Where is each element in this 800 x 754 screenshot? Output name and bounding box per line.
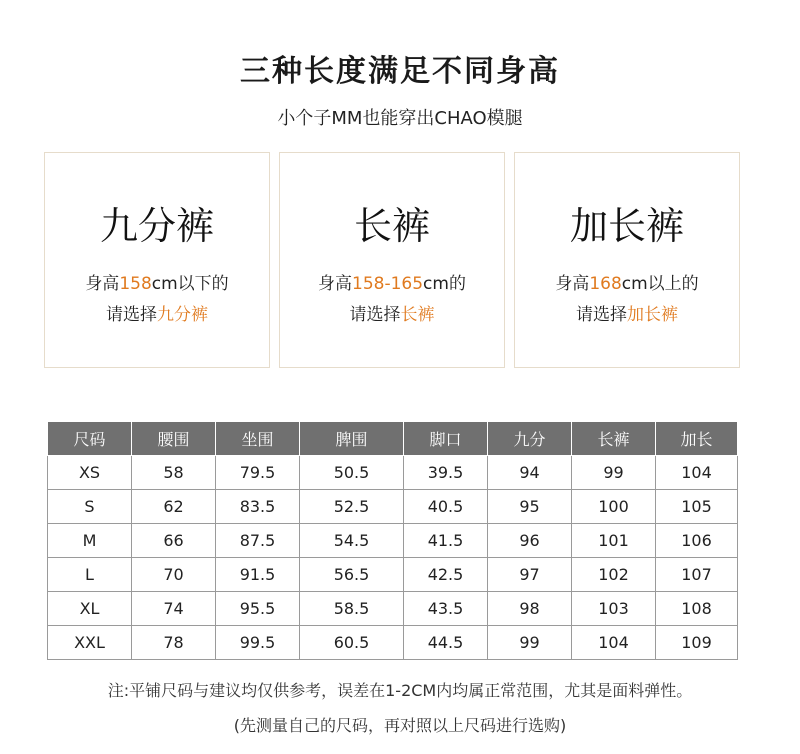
table-cell: 41.5 (404, 524, 488, 558)
table-cell: 79.5 (216, 456, 300, 490)
length-card-long (279, 152, 505, 368)
table-cell: 60.5 (300, 626, 404, 660)
page-subtitle: 小个子MM也能穿出CHAO模腿 (277, 108, 523, 129)
card-height-line: 身高158-165cm的 (318, 274, 466, 294)
table-cell: 87.5 (216, 524, 300, 558)
table-row (48, 592, 738, 626)
table-cell: 43.5 (404, 592, 488, 626)
card-choose-line: 请选择加长裤 (576, 305, 678, 325)
table-cell: 94 (488, 456, 572, 490)
table-cell: 108 (656, 592, 738, 626)
table-cell: 99 (488, 626, 572, 660)
table-cell: 62 (132, 490, 216, 524)
length-card-extra-long (514, 152, 740, 368)
table-cell: 78 (132, 626, 216, 660)
table-row (48, 490, 738, 524)
table-cell: 39.5 (404, 456, 488, 490)
table-cell: 95 (488, 490, 572, 524)
card-choose-line: 请选择长裤 (349, 305, 435, 325)
page-title: 三种长度满足不同身高 (240, 54, 560, 89)
column-header: 九分 (488, 422, 572, 456)
table-cell: 58 (132, 456, 216, 490)
table-cell: 50.5 (300, 456, 404, 490)
column-header: 长裤 (572, 422, 656, 456)
table-cell: XS (48, 456, 132, 490)
table-cell: S (48, 490, 132, 524)
table-cell: 44.5 (404, 626, 488, 660)
table-cell: 66 (132, 524, 216, 558)
table-cell: 52.5 (300, 490, 404, 524)
table-cell: 83.5 (216, 490, 300, 524)
table-cell: L (48, 558, 132, 592)
table-header-row (48, 422, 738, 456)
table-cell: 109 (656, 626, 738, 660)
table-cell: M (48, 524, 132, 558)
column-header: 脾围 (300, 422, 404, 456)
table-row (48, 558, 738, 592)
table-cell: 102 (572, 558, 656, 592)
table-cell: 70 (132, 558, 216, 592)
table-cell: 42.5 (404, 558, 488, 592)
column-header: 脚口 (404, 422, 488, 456)
table-cell: 104 (656, 456, 738, 490)
card-title: 九分裤 (99, 204, 214, 248)
table-cell: 56.5 (300, 558, 404, 592)
size-table (47, 421, 738, 660)
column-header: 腰围 (132, 422, 216, 456)
table-cell: 96 (488, 524, 572, 558)
table-row (48, 456, 738, 490)
table-cell: 103 (572, 592, 656, 626)
table-cell: 74 (132, 592, 216, 626)
table-cell: 95.5 (216, 592, 300, 626)
card-title: 长裤 (353, 204, 430, 248)
table-cell: 54.5 (300, 524, 404, 558)
table-cell: 91.5 (216, 558, 300, 592)
table-cell: 97 (488, 558, 572, 592)
table-row (48, 626, 738, 660)
table-cell: 107 (656, 558, 738, 592)
table-cell: 40.5 (404, 490, 488, 524)
table-cell: 104 (572, 626, 656, 660)
card-title: 加长裤 (569, 204, 684, 248)
table-cell: 100 (572, 490, 656, 524)
column-header: 加长 (656, 422, 738, 456)
column-header: 坐围 (216, 422, 300, 456)
table-cell: 99.5 (216, 626, 300, 660)
table-cell: 98 (488, 592, 572, 626)
measure-tip-note: (先测量自己的尺码，再对照以上尺码进行选购) (233, 716, 567, 735)
table-cell: XXL (48, 626, 132, 660)
table-cell: 105 (656, 490, 738, 524)
column-header: 尺码 (48, 422, 132, 456)
table-cell: 106 (656, 524, 738, 558)
length-card-cropped (44, 152, 270, 368)
table-cell: 99 (572, 456, 656, 490)
card-height-line: 身高168cm以上的 (555, 274, 699, 294)
disclaimer-note: 注:平铺尺码与建议均仅供参考，误差在1-2CM内均属正常范围，尤其是面料弹性。 (107, 681, 693, 700)
table-cell: XL (48, 592, 132, 626)
table-row (48, 524, 738, 558)
table-cell: 101 (572, 524, 656, 558)
table-cell: 58.5 (300, 592, 404, 626)
card-height-line: 身高158cm以下的 (85, 274, 229, 294)
card-choose-line: 请选择九分裤 (106, 305, 208, 325)
